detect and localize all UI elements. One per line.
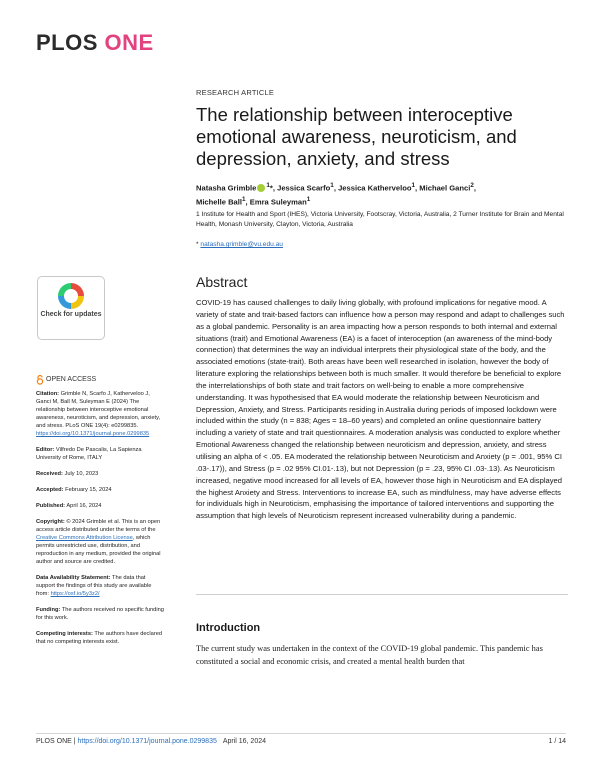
check-for-updates-badge[interactable] — [37, 276, 105, 340]
logo-plos-text: PLOS — [36, 30, 98, 55]
copyright-block — [36, 518, 164, 566]
citation-label: Citation: — [36, 391, 60, 397]
accepted-date: February 15, 2024 — [65, 487, 112, 493]
citation-text: Grimble N, Scarfo J, Katherveloo J, Ganci M, Ball M, Suleyman E (2024) The relationship between interoceptive emotional awareness, neuroticism, and depression, anxiety, and stress. PLoS ONE 19(4): e0299835. — [36, 391, 161, 429]
introduction-text: The current study was undertaken in the context of the COVID-19 global pandemic. This pandemic has constituted a social and economic crisis, and created a mental health burden that — [196, 644, 543, 666]
data-availability-block — [36, 574, 164, 598]
author-affil-sup: 1 — [242, 195, 246, 203]
editor-label: Editor: — [36, 447, 55, 453]
corresponding-mark: * — [269, 183, 273, 193]
footer-doi-link[interactable]: https://doi.org/10.1371/journal.pone.0299835 — [77, 738, 217, 745]
corresponding-email: * natasha.grimble@vu.edu.au — [196, 241, 283, 248]
logo-one-text: ONE — [104, 30, 154, 55]
funding-text: The authors received no specific funding for this work. — [36, 607, 164, 621]
copyright-text: © 2024 Grimble et al. This is an open access article distributed under the terms of the — [36, 519, 161, 533]
accepted-block — [36, 486, 164, 494]
copyright-label: Copyright: — [36, 519, 65, 525]
author-affil-sup: 1 — [411, 182, 416, 189]
author-name[interactable]: Jessica Katherveloo — [338, 183, 412, 193]
open-access-lock-icon — [36, 375, 44, 385]
crossmark-icon — [56, 281, 86, 311]
license-link[interactable]: Creative Commons Attribution License — [36, 535, 133, 541]
check-for-updates-label: Check for updates — [40, 311, 102, 318]
author-name[interactable]: Emra Suleyman — [249, 197, 307, 207]
abstract-text: COVID-19 has caused challenges to daily living globally, with profound implications for negative mood. A variety of state and trait-based factors can influence how a person may respond and adapt to challenges such as a global pandemic. Personality is an area impacting how a person responds to both internal and external situations (trait) and Emotional Awareness (EA) is a facet of interoception (an awareness of the mind-body connection) that determines the way an individual interprets their physiological state of the body, and the associated emotions (state-trait). Both areas have been well researched in isolation, however the body of literature exploring the relationships between both is much smaller. It would therefore be beneficial to explore the interrelationships of both state and trait factors on well-being to enable a more comprehensive understanding. It was hypothesised that EA would moderate the relationship between Neuroticism and Depression, Anxiety, and Stress. Participants residing in Australia during periods of imposed lockdown were included within the study (n = 838; Ages = 18–60 years) and completed an online questionnaire battery including a variety of state and trait questionnaires. A moderation analysis was conducted to explore whether Emotional Awareness changed the relationship between neuroticism and depression, anxiety, and stress utilising an alpha of < .05. EA moderated the relationship between Neuroticism and Anxiety (p = .001, 95% CI .03-.17)), and Stress (p = .02 95% CI.01-.13), but not Depression (p = .23, 95% CI .03-.13). As Neuroticism increased, negative mood increased for all levels of EA, however those high in Neuroticism and EA displayed the highest Anxiety and Stress. Interventions to increase EA, such as mindfulness, may have adverse effects for individuals high in Neuroticism, emphasising the importance of tailored interventions and supporting the assumption that high levels of Neuroticism represent increased vulnerability during a pandemic. — [196, 298, 565, 521]
competing-interests-block — [36, 630, 164, 646]
article-title: The relationship between interoceptive emotional awareness, neuroticism, and depression, anxiety, and stress — [196, 104, 517, 169]
open-access-label: OPEN ACCESS — [46, 376, 97, 383]
published-date: April 16, 2024 — [66, 503, 102, 509]
citation-doi-link[interactable]: https://doi.org/10.1371/journal.pone.0299835 — [36, 431, 150, 437]
introduction-heading: Introduction — [196, 622, 261, 634]
footer-divider — [36, 733, 566, 734]
editor-text: Vilfredo De Pascalis, La Sapienza University of Rome, ITALY — [36, 447, 142, 461]
orcid-icon[interactable] — [257, 184, 265, 192]
author-affil-sup: 1 — [266, 182, 270, 189]
funding-block — [36, 606, 164, 622]
author-affil-sup: 2 — [470, 182, 474, 189]
author-affil-sup: 1 — [330, 182, 334, 189]
abstract-divider — [196, 594, 568, 595]
data-link[interactable]: https://osf.io/5y3z2/ — [50, 591, 100, 597]
published-label: Published: — [36, 503, 66, 509]
accepted-label: Accepted: — [36, 487, 64, 493]
author-name[interactable]: Natasha Grimble — [196, 183, 257, 193]
data-availability-text: The data that support the findings of this study are available from: — [36, 575, 152, 597]
competing-interests-text: The authors have declared that no competing interests exist. — [36, 631, 163, 645]
data-availability-label: Data Availability Statement: — [36, 575, 111, 581]
received-label: Received: — [36, 471, 63, 477]
author-affil-sup: 1 — [306, 195, 311, 203]
article-info-sidebar — [36, 390, 164, 654]
citation-block — [36, 390, 164, 438]
affiliations: 1 Institute for Health and Sport (IHES), Victoria University, Footscray, Victoria, Australia, 2 Turner Institute for Brain and Mental Health, Monash University, Clayton, Victoria, Australia — [196, 211, 564, 228]
funding-label: Funding: — [36, 607, 61, 613]
competing-interests-label: Competing interests: — [36, 631, 93, 637]
editor-block — [36, 446, 164, 462]
received-block — [36, 470, 164, 478]
footer-separator: | — [71, 738, 78, 745]
author-name[interactable]: Michael Ganci — [419, 183, 471, 193]
published-block — [36, 502, 164, 510]
copyright-text-end: , which permits unrestricted use, distribution, and reproduction in any medium, provided the original author and source are credited. — [36, 535, 161, 565]
page-number: 1 / 14 — [548, 738, 566, 745]
received-date: July 10, 2023 — [64, 471, 99, 477]
author-list: Natasha Grimble $^1$*, Jessica Scarfo$^1$, Jessica Katherveloo$^1$, Michael Ganci$^2$, Michelle Ball$^1$, Emra Suleyman$^1$ — [196, 182, 477, 207]
author-name[interactable]: Jessica Scarfo — [277, 183, 331, 193]
footer-journal: PLOS ONE — [36, 738, 72, 745]
abstract-heading: Abstract — [196, 274, 248, 290]
article-type: RESEARCH ARTICLE — [196, 88, 275, 97]
plos-one-logo[interactable] — [36, 30, 154, 56]
page-footer — [36, 738, 566, 745]
email-link[interactable]: natasha.grimble@vu.edu.au — [200, 241, 283, 248]
author-name[interactable]: Michelle Ball — [196, 197, 243, 207]
footer-date: April 16, 2024 — [222, 738, 267, 745]
